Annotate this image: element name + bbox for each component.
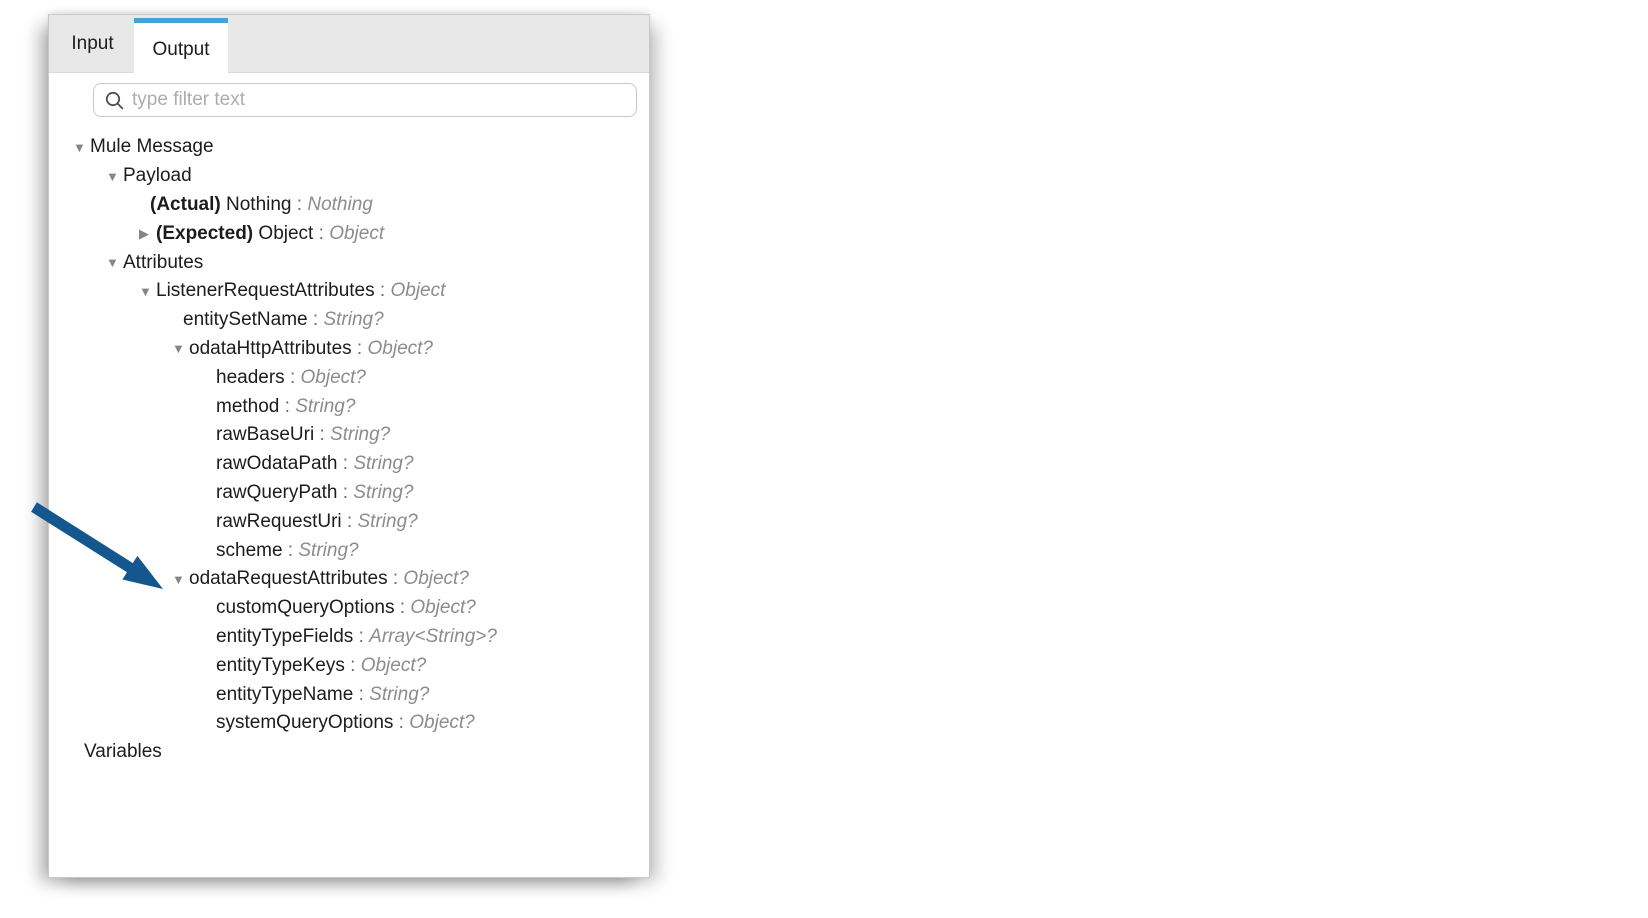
node-separator: : (353, 625, 370, 647)
tree-row-entitytypefields[interactable] (49, 623, 647, 652)
node-type: String? (323, 309, 384, 331)
tab-input-label: Input (71, 32, 114, 54)
tree-row-odatarequestattributes[interactable] (49, 565, 647, 594)
node-name: headers (216, 366, 285, 388)
datasense-output-panel (48, 14, 650, 878)
node-separator: : (374, 280, 391, 302)
tree (49, 133, 647, 767)
node-qualifier: (Actual) (150, 193, 226, 215)
filter-searchbox (93, 83, 637, 117)
node-separator: : (291, 193, 308, 215)
tree-row-nothing[interactable] (49, 191, 647, 220)
node-separator: : (313, 222, 330, 244)
node-name: odataHttpAttributes (189, 337, 352, 359)
node-separator: : (279, 395, 296, 417)
tree-row-odatahttpattributes[interactable] (49, 335, 647, 364)
node-name: rawQueryPath (216, 481, 338, 503)
node-type: Object? (367, 337, 433, 359)
tab-bar (49, 15, 649, 73)
node-name: systemQueryOptions (216, 712, 394, 734)
node-separator: : (393, 712, 410, 734)
node-name: rawRequestUri (216, 510, 342, 532)
node-type: Object? (403, 568, 469, 590)
node-separator: : (307, 309, 324, 331)
node-name: method (216, 395, 280, 417)
node-name: odataRequestAttributes (189, 568, 388, 590)
tree-row-rawbaseuri[interactable] (49, 421, 647, 450)
node-type: String? (353, 453, 414, 475)
node-name: rawBaseUri (216, 424, 315, 446)
tree-row-rawrequesturi[interactable] (49, 507, 647, 536)
chevron-expanded-icon[interactable]: ▼ (106, 168, 119, 184)
tree-row-object[interactable] (49, 219, 647, 248)
search-icon (104, 90, 125, 111)
node-separator: : (341, 510, 358, 532)
node-separator: : (353, 683, 370, 705)
node-type: Object? (360, 654, 427, 676)
node-separator: : (282, 539, 299, 561)
node-name: Attributes (123, 251, 204, 273)
tree-row-listenerrequestattributes[interactable] (49, 277, 647, 306)
tree-row-method[interactable] (49, 392, 647, 421)
tree-row-headers[interactable] (49, 363, 647, 392)
node-type: String? (330, 424, 391, 446)
chevron-expanded-icon[interactable]: ▼ (73, 139, 86, 155)
tree-row-scheme[interactable] (49, 536, 647, 565)
node-name: entitySetName (183, 309, 308, 331)
node-type: Object? (300, 366, 366, 388)
node-name: ListenerRequestAttributes (156, 280, 375, 302)
node-type: Array<String>? (369, 625, 497, 647)
tab-input[interactable] (51, 15, 134, 72)
chevron-expanded-icon[interactable]: ▼ (106, 255, 119, 271)
node-name: Variables (84, 741, 162, 763)
node-type: String? (353, 481, 414, 503)
node-type: Object (329, 222, 385, 244)
tab-output[interactable] (134, 18, 228, 77)
filter-input[interactable] (125, 86, 636, 114)
chevron-expanded-icon[interactable]: ▼ (139, 283, 152, 299)
node-name: entityTypeFields (216, 625, 354, 647)
node-name: Mule Message (90, 136, 214, 158)
node-separator: : (314, 424, 331, 446)
tree-row-attributes[interactable] (49, 248, 647, 277)
tree-row-payload[interactable] (49, 162, 647, 191)
node-separator: : (394, 597, 411, 619)
tree-row-entitytypekeys[interactable] (49, 651, 647, 680)
node-separator: : (351, 337, 368, 359)
node-name: scheme (216, 539, 283, 561)
node-separator: : (344, 654, 361, 676)
tree-row-rawquerypath[interactable] (49, 479, 647, 508)
node-name: entityTypeName (216, 683, 354, 705)
node-separator: : (337, 481, 354, 503)
node-type: Object? (409, 712, 475, 734)
chevron-expanded-icon[interactable]: ▼ (172, 341, 185, 357)
node-name: Payload (123, 165, 192, 187)
node-name: entityTypeKeys (216, 654, 345, 676)
tree-row-variables[interactable] (49, 738, 647, 767)
node-qualifier: (Expected) (156, 222, 259, 244)
node-type: String? (369, 683, 430, 705)
node-separator: : (284, 366, 301, 388)
tree-row-mule-message[interactable] (49, 133, 647, 162)
tree-row-rawodatapath[interactable] (49, 450, 647, 479)
chevron-expanded-icon[interactable]: ▼ (172, 571, 185, 587)
node-name: rawOdataPath (216, 453, 338, 475)
chevron-collapsed-icon[interactable]: ▶ (139, 225, 149, 241)
tree-row-customqueryoptions[interactable] (49, 594, 647, 623)
node-name: customQueryOptions (216, 597, 395, 619)
tree-row-entitysetname[interactable] (49, 306, 647, 335)
node-name: Nothing (226, 193, 292, 215)
node-type: String? (295, 395, 356, 417)
node-separator: : (337, 453, 354, 475)
tree-row-entitytypename[interactable] (49, 680, 647, 709)
node-type: Object? (410, 597, 476, 619)
node-type: Object (390, 280, 446, 302)
node-type: Nothing (307, 193, 373, 215)
tab-output-label: Output (152, 39, 210, 60)
node-type: String? (298, 539, 359, 561)
node-separator: : (387, 568, 404, 590)
node-name: Object (258, 222, 314, 244)
tree-row-systemqueryoptions[interactable] (49, 709, 647, 738)
node-type: String? (357, 510, 418, 532)
